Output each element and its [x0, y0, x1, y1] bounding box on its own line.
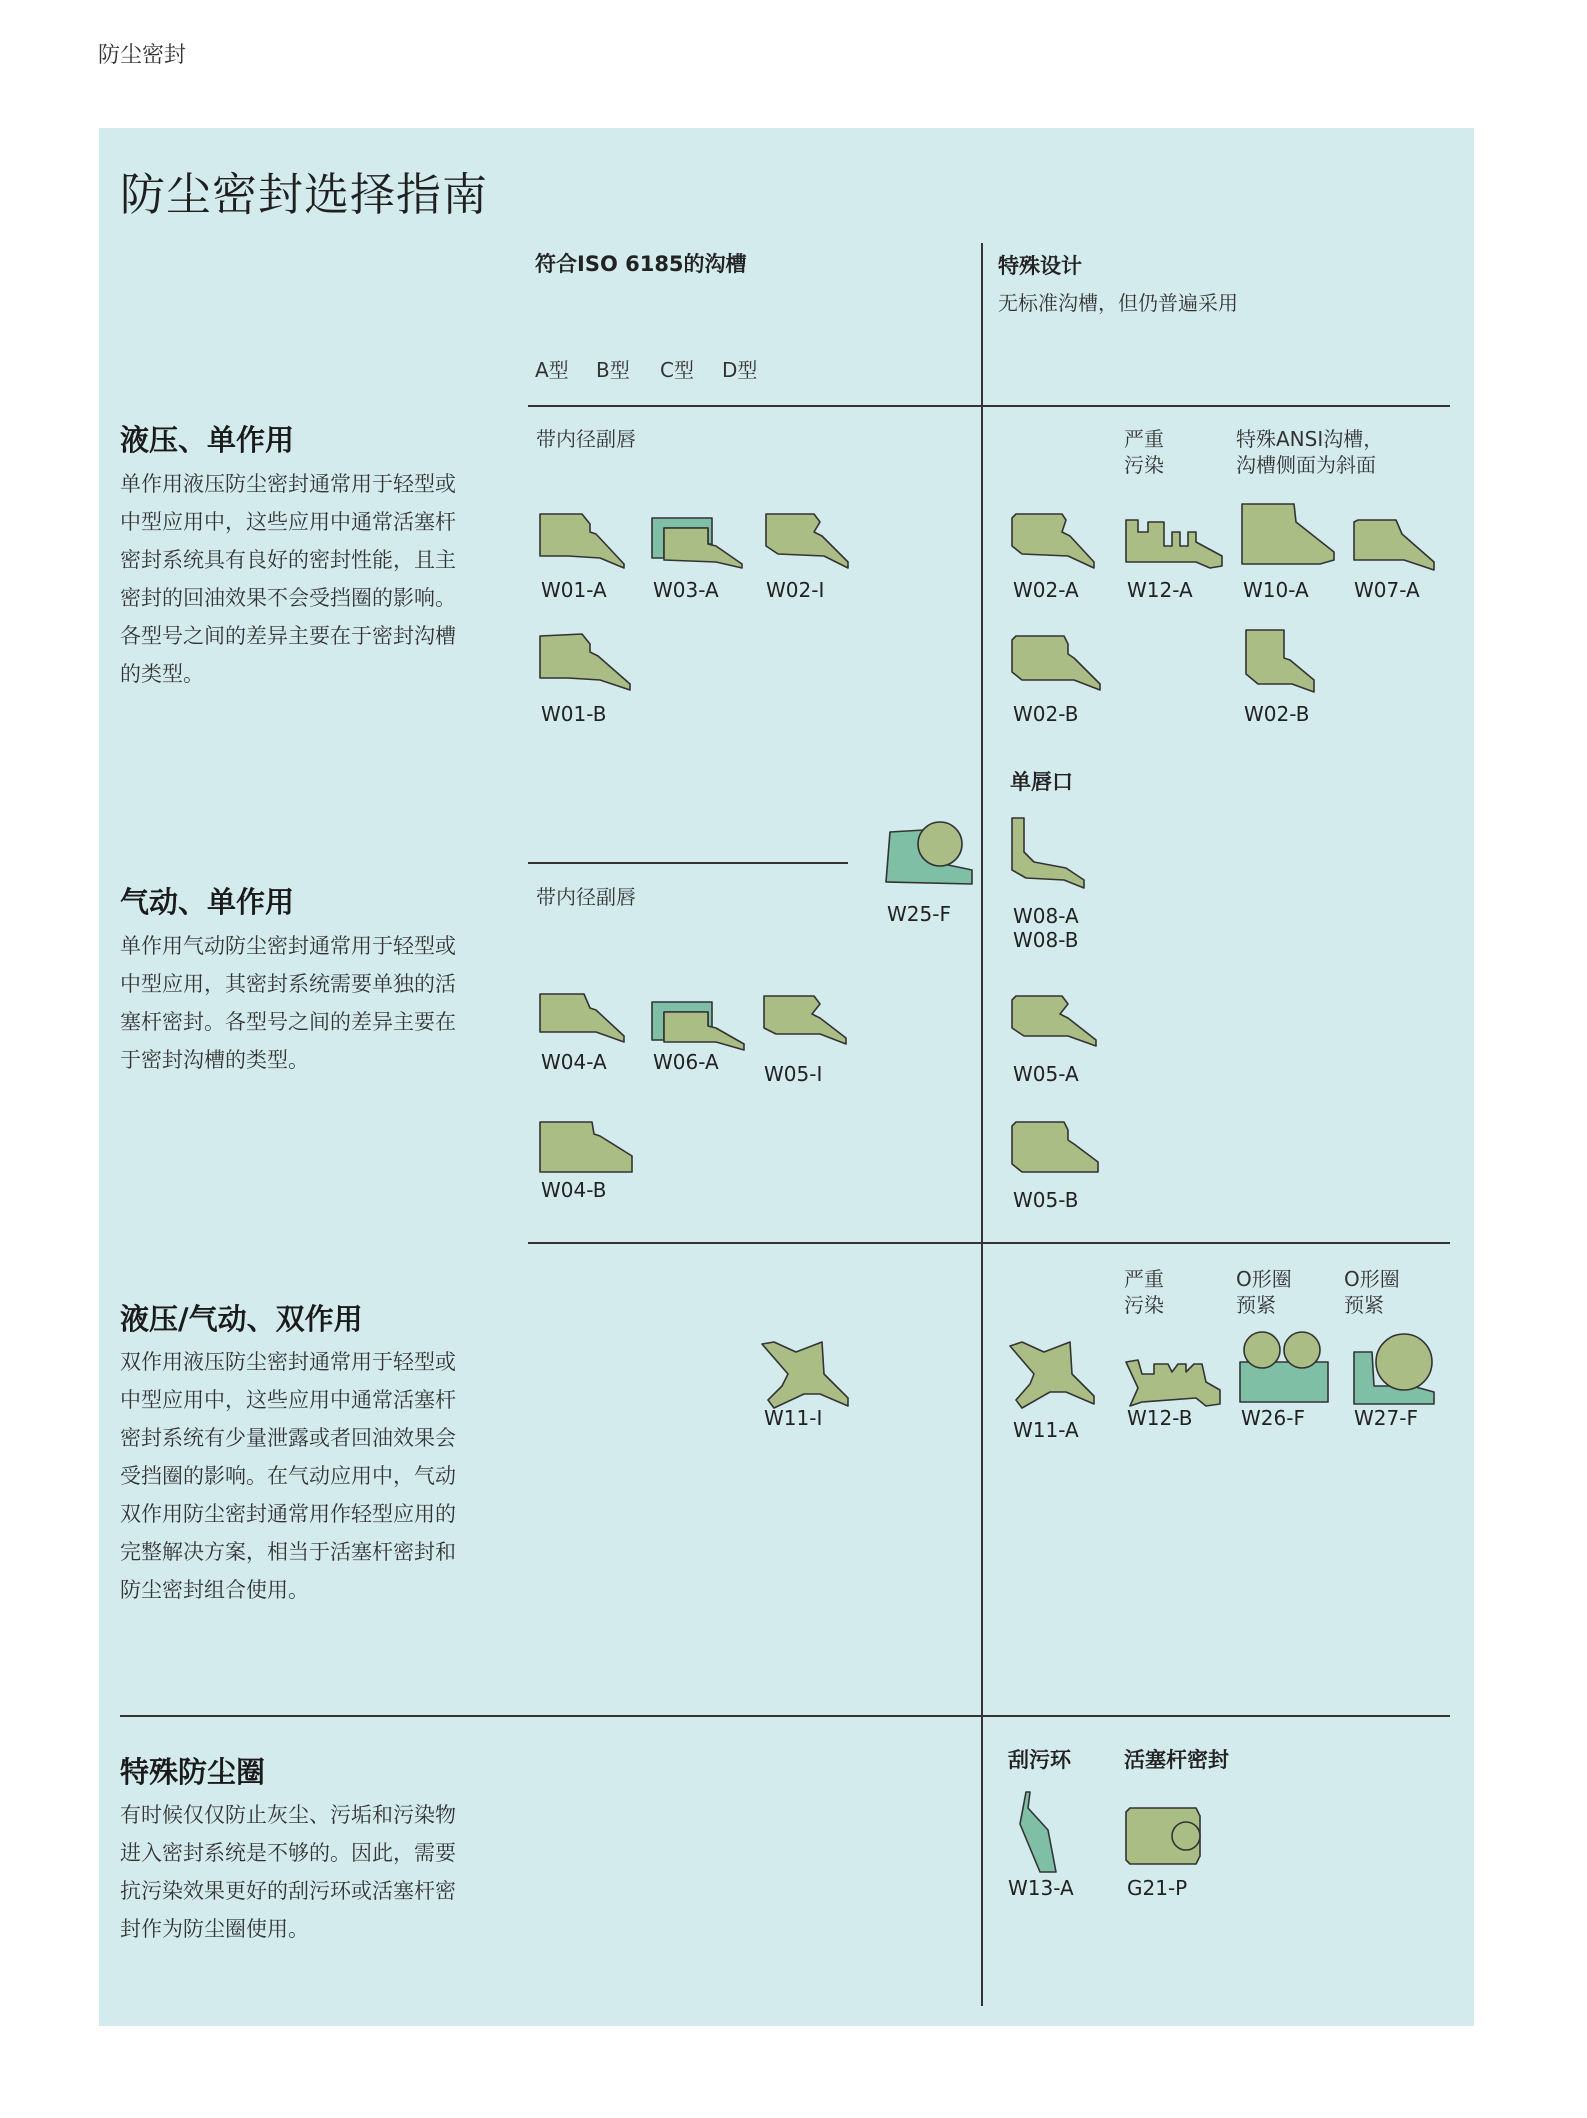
seal-profile-w06a [650, 1000, 746, 1052]
note-heavy-contamination: 严重 污染 [1124, 427, 1164, 477]
section-title-special-wipers: 特殊防尘圈 [120, 1755, 266, 1789]
row-divider-double [528, 1242, 1450, 1244]
seal-profile-w01a [538, 512, 626, 572]
seal-profile-w04b [538, 1120, 634, 1176]
iso-note-pneumatic: 带内径副唇 [536, 885, 636, 909]
iso-column-heading: 符合ISO 6185的沟槽 [535, 252, 747, 276]
seal-profile-w26f [1238, 1330, 1330, 1406]
seal-profile-w12b [1124, 1358, 1222, 1410]
code-w13a: W13-A [1008, 1876, 1074, 1900]
code-w05i: W05-I [764, 1062, 823, 1086]
section-desc-special-wipers: 有时候仅仅防止灰尘、污垢和污染物 进入密封系统是不够的。因此，需要 抗污染效果更好的刮污环或活塞杆密 封作为防尘圈使用。 [120, 1803, 456, 1941]
seal-profile-w05b [1010, 1120, 1100, 1176]
code-w08: W08-A W08-B [1013, 904, 1079, 952]
code-w07a: W07-A [1354, 578, 1420, 602]
rod-seal-heading: 活塞杆密封 [1124, 1748, 1229, 1772]
code-g21p: G21-P [1127, 1876, 1188, 1900]
page-section-label: 防尘密封 [98, 43, 187, 68]
seal-profile-w02b-alt [1244, 628, 1316, 696]
type-d-label: D型 [722, 358, 758, 382]
code-w05a: W05-A [1013, 1062, 1079, 1086]
note-special-ansi: 特殊ANSI沟槽， 沟槽侧面为斜面 [1236, 427, 1384, 477]
seal-profile-w11i [760, 1340, 850, 1410]
seal-profile-w12a [1124, 518, 1224, 572]
note-oring-preload-1: O形圈 预紧 [1236, 1267, 1292, 1317]
code-w04b: W04-B [541, 1178, 607, 1202]
seal-profile-w10a [1240, 502, 1336, 572]
seal-profile-w11a [1008, 1340, 1096, 1410]
special-column-heading: 特殊设计 [998, 254, 1082, 278]
code-w01a: W01-A [541, 578, 607, 602]
row-divider-top [528, 405, 1450, 407]
seal-profile-w04a [538, 992, 626, 1050]
section-desc-double-acting: 双作用液压防尘密封通常用于轻型或 中型应用中，这些应用中通常活塞杆 密封系统有少量泄露或者回油效果会 受挡圈的影响。在气动应用中，气动 双作用防尘密封通常用作轻型应用的 完整解决方案，相当于活塞杆密封和 防尘密封组合使用。 [120, 1350, 456, 1602]
seal-profile-g21p [1124, 1806, 1204, 1868]
code-w25f: W25-F [887, 902, 951, 926]
code-w06a: W06-A [653, 1050, 719, 1074]
seal-profile-w02i [764, 512, 850, 572]
section-title-hydraulic-single: 液压、单作用 [120, 423, 295, 457]
code-w12b: W12-B [1127, 1406, 1193, 1430]
seal-profile-w01b [538, 632, 632, 692]
note-heavy-contamination-double: 严重 污染 [1124, 1267, 1164, 1317]
code-w27f: W27-F [1354, 1406, 1418, 1430]
code-w02b: W02-B [1013, 702, 1079, 726]
seal-profile-w02b [1010, 634, 1102, 692]
code-w11a: W11-A [1013, 1418, 1079, 1442]
code-w02b-alt: W02-B [1244, 702, 1310, 726]
code-w12a: W12-A [1127, 578, 1193, 602]
section-desc-hydraulic-single: 单作用液压防尘密封通常用于轻型或 中型应用中，这些应用中通常活塞杆 密封系统具有良好的密封性能，且主 密封的回油效果不会受挡圈的影响。 各型号之间的差异主要在于密封沟槽 的类型。 [120, 472, 456, 686]
type-b-label: B型 [596, 358, 630, 382]
type-a-label: A型 [535, 358, 569, 382]
code-w01b: W01-B [541, 702, 607, 726]
code-w02i: W02-I [766, 578, 825, 602]
code-w26f: W26-F [1241, 1406, 1305, 1430]
type-c-label: C型 [660, 358, 694, 382]
seal-profile-w07a [1352, 518, 1436, 574]
seal-profile-w03a [650, 516, 744, 572]
iso-note-hydraulic: 带内径副唇 [536, 427, 636, 451]
seal-profile-w27f [1352, 1330, 1436, 1406]
section-desc-pneumatic-single: 单作用气动防尘密封通常用于轻型或 中型应用，其密封系统需要单独的活 塞杆密封。各型号之间的差异主要在 于密封沟槽的类型。 [120, 934, 456, 1072]
code-w04a: W04-A [541, 1050, 607, 1074]
scraper-heading: 刮污环 [1008, 1748, 1071, 1772]
code-w05b: W05-B [1013, 1188, 1079, 1212]
seal-profile-w08 [1010, 816, 1086, 890]
section-title-double-acting: 液压/气动、双作用 [120, 1302, 363, 1336]
page-title: 防尘密封选择指南 [120, 168, 489, 221]
code-w02a: W02-A [1013, 578, 1079, 602]
seal-profile-w05a [1010, 994, 1098, 1052]
seal-profile-w25f [884, 818, 974, 886]
code-w11i: W11-I [764, 1406, 823, 1430]
code-w10a: W10-A [1243, 578, 1309, 602]
code-w03a: W03-A [653, 578, 719, 602]
single-lip-heading: 单唇口 [1010, 770, 1073, 794]
note-oring-preload-2: O形圈 预紧 [1344, 1267, 1400, 1317]
row-divider-special [120, 1715, 1450, 1717]
seal-profile-w13a [1018, 1790, 1058, 1874]
seal-profile-w02a [1010, 512, 1096, 574]
section-title-pneumatic-single: 气动、单作用 [120, 885, 295, 919]
row-divider-pneumatic [528, 862, 848, 864]
special-column-subheading: 无标准沟槽，但仍普遍采用 [998, 291, 1238, 315]
column-divider [981, 243, 983, 2006]
seal-profile-w05i [762, 994, 848, 1050]
